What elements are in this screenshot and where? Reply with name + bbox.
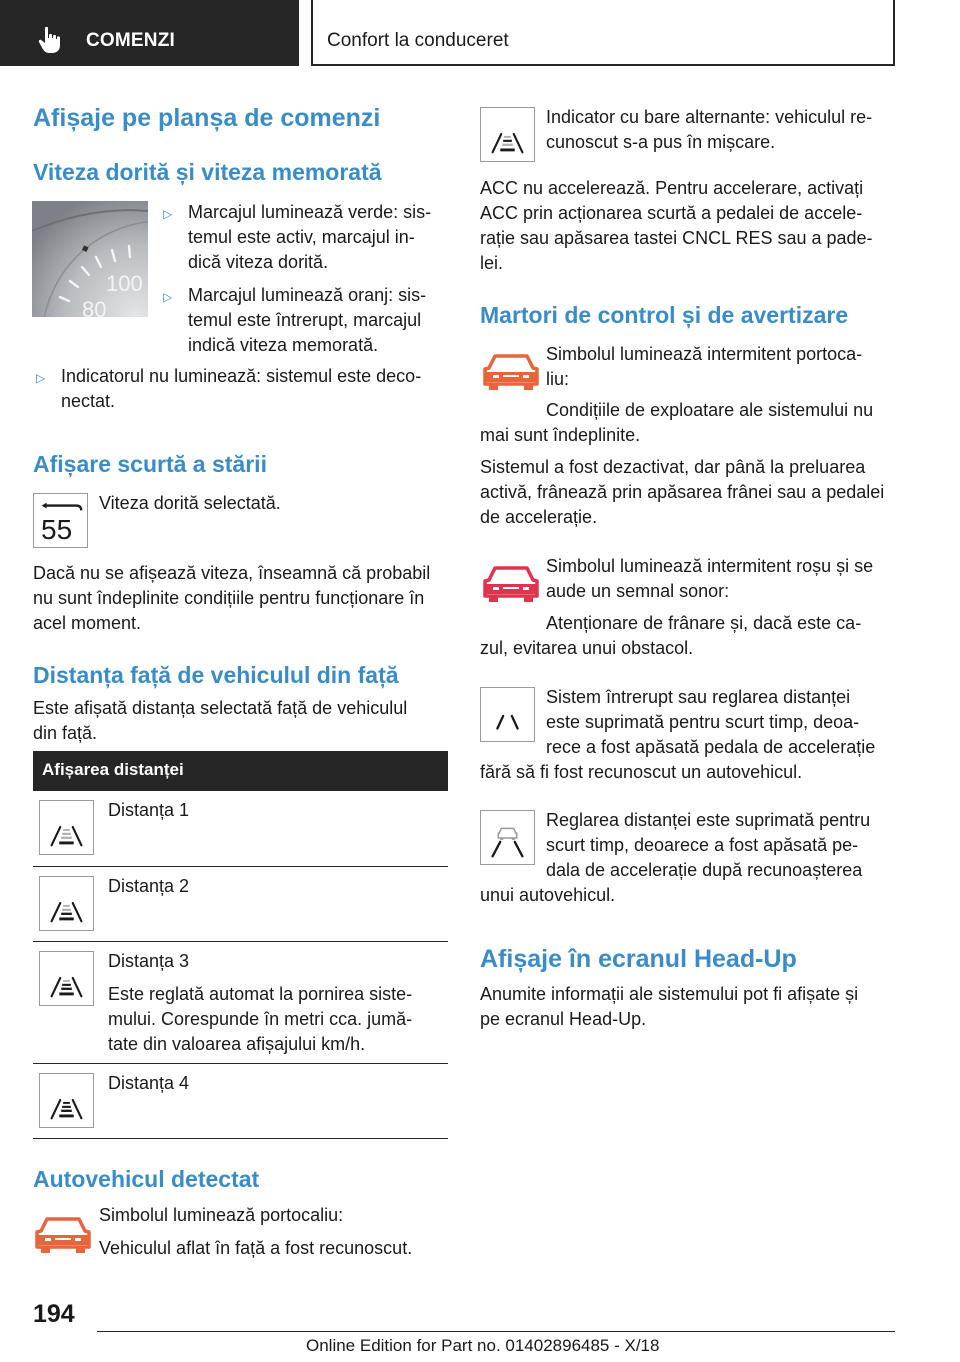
orange-blink-text: Simbolul luminează intermitent portoca- liu: [546, 344, 863, 389]
car-red-blink-icon [481, 562, 541, 604]
distance-heading: Distanța față de vehiculul din față [33, 662, 399, 688]
bullet-icon: ▷ [163, 207, 173, 221]
status-icon-value: 55 [41, 514, 73, 545]
distance-3-label: Distanța 3 [108, 951, 190, 971]
system-interrupted-icon [480, 687, 535, 742]
distance-4-icon [39, 1073, 94, 1128]
status-heading: Afișare scurtă a stării [33, 451, 267, 477]
footer-divider [97, 1331, 895, 1332]
hand-pointer-icon [36, 25, 66, 55]
brake-warn-line-2: zul, evitarea unui obstacol. [480, 638, 694, 658]
distance-paragraph: Este afișată distanța selectată față de vehiculul din față. [33, 698, 408, 743]
status-text: Viteza dorită selectată. [99, 493, 281, 513]
detected-line-2: Vehiculul aflat în față a fost recunoscut. [99, 1238, 413, 1258]
distance-1-icon [39, 800, 94, 855]
section-tab [0, 0, 299, 66]
red-blink-text: Simbolul luminează intermitent roșu și se aude un semnal sonor: [546, 556, 874, 601]
speed-item-green: Marcajul luminează verde: sis- temul este activ, marcajul in- dică viteza dorită. [188, 202, 432, 272]
table-divider [33, 1138, 448, 1139]
speedo-label-100: 100 [106, 271, 143, 296]
speed-item-orange: Marcajul luminează oranj: sis- temul este întrerupt, marcajul indică viteza memorată. [188, 285, 427, 355]
distance-2-icon [39, 876, 94, 931]
interrupted-line-4: fără să fi fost recunoscut un autovehicul. [480, 762, 803, 782]
suppressed-line-4: unui autovehicul. [480, 885, 616, 905]
car-orange-icon [33, 1213, 93, 1255]
speed-status-icon [33, 493, 88, 548]
speedo-label-80: 80 [82, 297, 107, 317]
table-divider [33, 866, 448, 867]
table-divider [33, 1063, 448, 1064]
hud-paragraph: Anumite informații ale sistemului pot fi afișate și pe ecranul Head-Up. [480, 984, 859, 1029]
distance-2-label: Distanța 2 [108, 876, 190, 896]
section-title: COMENZI [86, 30, 176, 51]
conditions-line-1: Condițiile de exploatare ale sistemului nu [546, 400, 874, 420]
speedometer-image [32, 201, 148, 317]
regulation-suppressed-icon [480, 810, 535, 865]
distance-4-label: Distanța 4 [108, 1073, 190, 1093]
distance-table-header [33, 751, 448, 791]
alternating-bars-text: Indicator cu bare alternante: vehiculul re- cunoscut s-a pus în mișcare. [546, 107, 873, 152]
table-divider [33, 941, 448, 942]
speed-item-off: Indicatorul nu luminează: sistemul este deco- nectat. [61, 366, 422, 411]
detected-heading: Autovehicul detectat [33, 1166, 260, 1192]
alternating-bars-icon [480, 107, 535, 162]
speed-heading: Viteza dorită și viteza memorată [33, 159, 382, 185]
suppressed-text: Reglarea distanței este suprimată pentru scurt timp, deoarece a fost apăsată pe- dala de accelerație după recunoașterea [546, 810, 871, 880]
footer-edition: Online Edition for Part no. 01402896485 - X/18 [306, 1336, 660, 1355]
bullet-icon: ▷ [36, 371, 46, 385]
status-paragraph: Dacă nu se afișează viteza, înseamnă că probabil nu sunt îndeplinite condițiile pentru funcționare în acel moment. [33, 563, 431, 633]
car-orange-blink-icon [481, 350, 541, 392]
deactivated-paragraph: Sistemul a fost dezactivat, dar până la preluarea activă, frânează prin apăsarea frânei sau a pedalei de accelerație. [480, 457, 885, 527]
interrupted-text: Sistem întrerupt sau reglarea distanței este suprimată pentru scurt timp, deoa- rece a fost apăsată pedala de accelerație [546, 687, 876, 757]
bullet-icon: ▷ [163, 290, 173, 304]
table-header-label: Afișarea distanței [42, 760, 184, 779]
brake-warn-line-1: Atenționare de frânare și, dacă este ca- [546, 613, 862, 633]
conditions-line-2: mai sunt îndeplinite. [480, 425, 641, 445]
page-title: Afișaje pe planșa de comenzi [33, 104, 381, 132]
chapter-tab [311, 0, 895, 66]
distance-3-icon [39, 951, 94, 1006]
page-number: 194 [33, 1300, 75, 1328]
distance-3-detail: Este reglată automat la pornirea siste- mului. Corespunde în metri cca. jumă- tate din valoarea afișajului km/h. [108, 984, 413, 1054]
acc-paragraph: ACC nu accelerează. Pentru accelerare, activați ACC prin acționarea scurtă a pedalei de accele- rație sau apăsarea tastei CNCL RES sau a pade- lei. [480, 178, 873, 273]
distance-1-label: Distanța 1 [108, 800, 190, 820]
warning-heading: Martori de control și de avertizare [480, 302, 849, 328]
hud-heading: Afișaje în ecranul Head-Up [480, 945, 797, 973]
chapter-title: Confort la conduceret [327, 30, 509, 51]
detected-line-1: Simbolul luminează portocaliu: [99, 1205, 344, 1225]
